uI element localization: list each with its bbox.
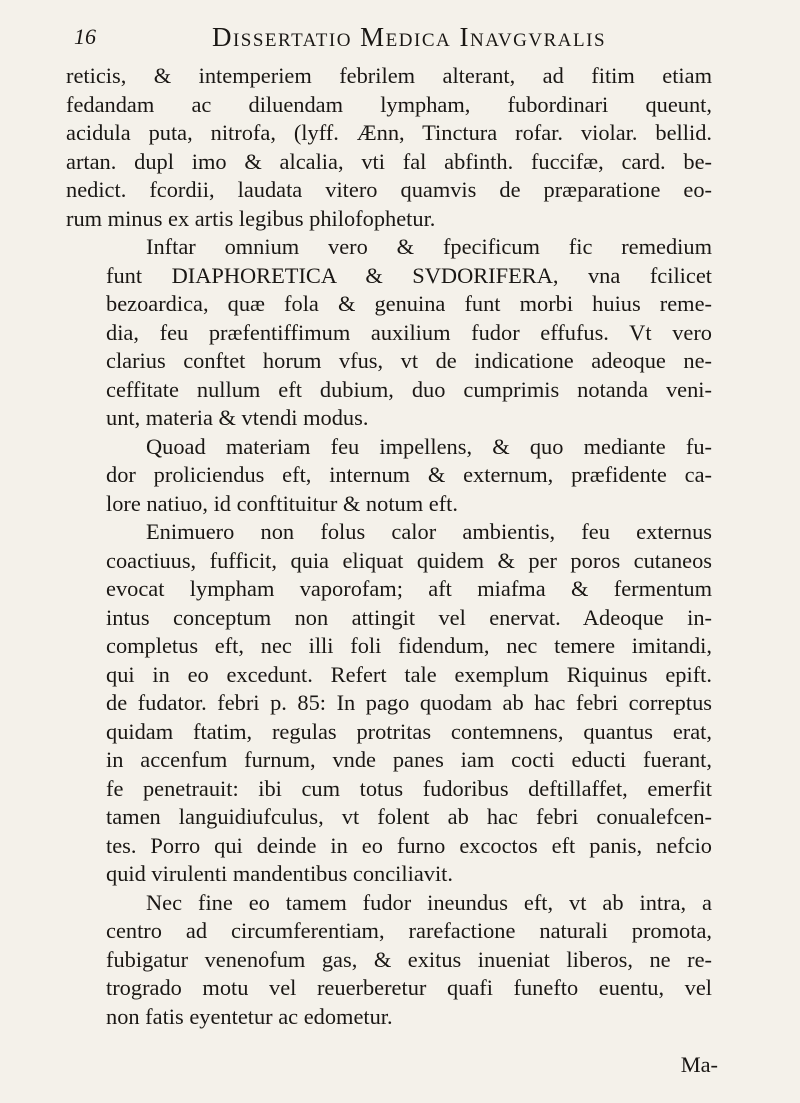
text-line: lore natiuo, id conftituitur & notum eft. [106,490,458,516]
text-line: dia, feu præfentiffimum auxilium fudor effufus. Vt vero [106,319,712,345]
paragraph [66,233,712,433]
text-line: Inftar omnium vero & fpecificum fic remedium [146,234,712,259]
text-line: artan. dupl imo & alcalia, vti fal abfinth. fuccifæ, card. be- [66,148,712,174]
page-header [66,10,712,62]
paragraph [66,889,712,1032]
text-line: evocat lympham vaporofam; aft miafma & fermentum [106,576,712,601]
text-line: ceffitate nullum eft dubium, duo cumprimis notanda veni- [106,376,712,402]
text-line: reticis, & intemperiem febrilem alterant, ad fitim etiam [66,63,712,88]
text-line: rum minus ex artis legibus philofophetur. [66,205,436,231]
text-line: Enimuero non folus calor ambientis, feu externus [146,519,712,544]
text-line: acidula puta, nitrofa, (lyff. Ænn, Tinctura rofar. violar. bellid. [66,120,712,145]
text-line: fe penetrauit: ibi cum totus fudoribus deftillaffet, emerfit [106,775,712,801]
text-line: coactiuus, fufficit, quia eliquat quidem & per poros cutaneos [106,547,712,573]
text-line: quid virulenti mandentibus conciliavit. [106,861,453,886]
text-line: fedandam ac diluendam lympham, fubordinari queunt, [66,91,712,117]
text-line: tamen languidiufculus, vt folent ab hac febri conualefcen- [106,804,712,829]
text-line: bezoardica, quæ fola & genuina funt morbi huius reme- [106,291,712,316]
page-number: 16 [74,24,96,49]
text-line: unt, materia & vtendi modus. [106,405,369,430]
catchword: Ma- [680,1052,718,1077]
text-line: quidam ftatim, regulas protritas contemnens, quantus erat, [106,718,712,744]
text-line: completus eft, nec illi foli fidendum, nec temere imitandi, [106,633,712,658]
text-line: in accenfum furnum, vnde panes iam cocti educti fuerant, [106,747,712,772]
text-line: clarius conftet horum vfus, vt de indicatione adeoque ne- [106,348,712,373]
paragraph [66,518,712,889]
text-line: Quoad materiam feu impellens, & quo mediante fu- [146,433,712,459]
text-line: tes. Porro qui deinde in eo furno excoctos eft panis, nefcio [106,832,712,858]
text-line: funt DIAPHORETICA & SVDORIFERA, vna fcilicet [106,262,712,288]
text-line: non fatis eyentetur ac edometur. [106,1003,393,1029]
text-line: nedict. fcordii, laudata vitero quamvis de præparatione eo- [66,177,712,202]
paragraph [66,433,712,519]
text-line: centro ad circumferentiam, rarefactione naturali promota, [106,918,712,943]
text-line: trogrado motu vel reuerberetur quafi funefto euentu, vel [106,975,712,1000]
running-head: Dissertatio Medica Inavgvralis [211,22,607,52]
text-line: de fudator. febri p. 85: In pago quodam ab hac febri correptus [106,690,712,715]
text-line: fubigatur venenofum gas, & exitus inueniat liberos, ne re- [106,946,712,972]
text-line: Nec fine eo tamem fudor ineundus eft, vt ab intra, a [146,889,712,915]
text-line: qui in eo excedunt. Refert tale exemplum Riquinus epift. [106,661,712,687]
text-line: intus conceptum non attingit vel enervat. Adeoque in- [106,604,712,630]
body-text [66,62,712,1031]
paragraph [66,62,712,233]
text-line: dor proliciendus eft, internum & externum, præfidente ca- [106,462,712,487]
